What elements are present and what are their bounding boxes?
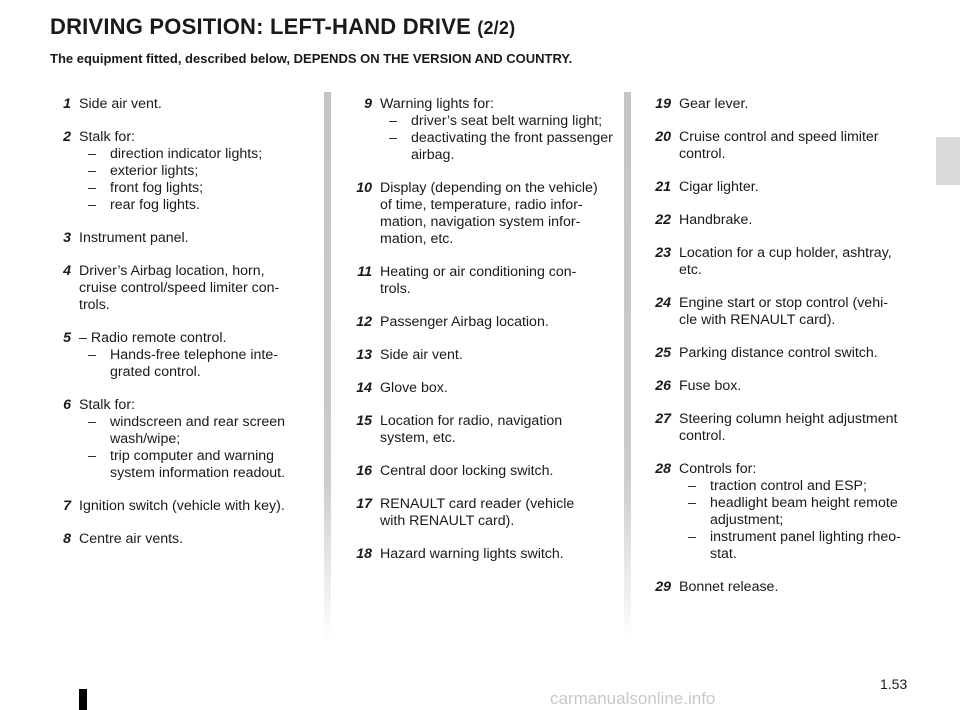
legend-item [351,463,614,480]
legend-item [650,96,913,113]
item-text-line: Centre air vents. [79,531,184,547]
item-number: 7 [63,498,71,514]
sub-item-dash: – [88,448,96,464]
item-text-line: control. [679,146,726,162]
sub-item-text-line: rear fog lights. [110,197,200,213]
sub-item-text-line: traction control and ESP; [710,478,867,494]
legend-item [351,264,614,298]
sub-item [79,448,312,482]
item-text-line: Controls for: [679,461,757,477]
sub-item [79,180,312,197]
item-number: 6 [63,397,71,413]
item-text-line: Instrument panel. [79,230,189,246]
item-text-line: Handbrake. [679,212,753,228]
legend-item [50,531,312,548]
item-text-line: system, etc. [380,430,456,446]
item-text-line: Side air vent. [79,96,162,112]
legend-column-2 [351,96,614,579]
section-tab [936,137,960,185]
sub-item-dash: – [88,414,96,430]
item-text-line: Cigar lighter. [679,179,759,195]
sub-item [79,146,312,163]
sub-item-text-line: system information readout. [110,465,286,481]
legend-item [50,96,312,113]
legend-item [50,263,312,314]
sub-item-text-line: instrument panel lighting rheo- [710,529,901,545]
sub-item [79,347,312,381]
legend-item [650,212,913,229]
legend-item [650,295,913,329]
item-text-line: mation, etc. [380,231,454,247]
legend-item [650,378,913,395]
item-number: 26 [655,378,671,394]
item-text-line: of time, temperature, radio infor- [380,197,583,213]
legend-column-3 [650,96,913,612]
item-number: 22 [655,212,671,228]
legend-item [50,397,312,482]
item-number: 19 [655,96,671,112]
sub-item-dash: – [88,163,96,179]
sub-item [380,113,614,130]
sub-item-dash: – [88,197,96,213]
item-number: 15 [356,413,372,429]
crop-mark [79,689,87,710]
item-text-line: Central door locking switch. [380,463,554,479]
sub-item-text-line: exterior lights; [110,163,199,179]
legend-item [50,498,312,515]
item-text-line: RENAULT card reader (vehicle [380,496,575,512]
sub-item-text-line: Hands-free telephone inte- [110,347,278,363]
sub-item-text-line: windscreen and rear screen [110,414,286,430]
item-number: 16 [356,463,372,479]
column-divider [624,92,631,642]
item-number: 25 [655,345,671,361]
item-number: 3 [63,230,71,246]
sub-item-text-line: deactivating the front passenger [411,130,613,146]
sub-item-dash: – [688,495,696,511]
sub-item-text-line: headlight beam height remote [710,495,898,511]
item-text-line: Parking distance control switch. [679,345,878,361]
legend-item [650,245,913,279]
item-text-line: Side air vent. [380,347,463,363]
sub-item-dash: – [688,478,696,494]
sub-item-text-line: direction indicator lights; [110,146,263,162]
sub-item-dash: – [389,130,397,146]
sub-item [79,163,312,180]
legend-item [650,579,913,596]
item-number: 11 [357,264,372,280]
sub-item-text-line: driver’s seat belt warning light; [411,113,603,129]
item-text-line: Heating or air conditioning con- [380,264,577,280]
sub-item [380,130,614,164]
legend-item [351,380,614,397]
legend-item [351,496,614,530]
item-text-line: Steering column height adjustment [679,411,898,427]
item-number: 2 [63,129,71,145]
item-text-line: etc. [679,262,702,278]
item-text-line: trols. [79,297,110,313]
item-text-line: Cruise control and speed limiter [679,129,879,145]
item-text-line: Driver’s Airbag location, horn, [79,263,265,279]
legend-item [650,411,913,445]
item-number: 9 [364,96,372,112]
watermark: carmanualsonline.info [550,689,716,708]
sub-item-text-line: stat. [710,546,737,562]
item-text-line: Stalk for: [79,129,135,145]
item-number: 20 [655,129,671,145]
item-text-line: with RENAULT card). [380,513,515,529]
item-text-line: Glove box. [380,380,448,396]
item-number: 14 [356,380,372,396]
legend-item [351,347,614,364]
legend-item [351,546,614,563]
column-divider [324,92,331,642]
sub-item-text-line: wash/wipe; [110,431,181,447]
sub-item-text-line: trip computer and warning [110,448,275,464]
sub-item [679,478,913,495]
legend-item [650,345,913,362]
item-text-line: – Radio remote control. [79,330,227,346]
legend-item [650,461,913,563]
item-text-line: Gear lever. [679,96,749,112]
legend-column-1 [50,96,312,564]
legend-item [650,129,913,163]
item-text-line: Passenger Airbag location. [380,314,549,330]
item-number: 4 [63,263,71,279]
sub-item-text-line: adjustment; [710,512,784,528]
sub-item-dash: – [688,529,696,545]
legend-item [351,413,614,447]
item-text-line: Engine start or stop control (vehi- [679,295,888,311]
item-number: 27 [655,411,671,427]
item-text-line: Location for radio, navigation [380,413,563,429]
sub-item [679,529,913,563]
item-text-line: cruise control/speed limiter con- [79,280,280,296]
legend-item [351,314,614,331]
legend-item [50,129,312,214]
legend-item [50,330,312,381]
legend-item [351,180,614,248]
sub-item-text-line: airbag. [411,147,455,163]
item-text-line: Bonnet release. [679,579,779,595]
sub-item-dash: – [389,113,397,129]
item-text-line: Location for a cup holder, ashtray, [679,245,892,261]
page-part-indicator: (2/2) [477,18,516,38]
item-number: 21 [655,179,671,195]
sub-item [79,414,312,448]
legend-item [650,179,913,196]
item-text-line: Hazard warning lights switch. [380,546,564,562]
sub-item-dash: – [88,180,96,196]
sub-item-text-line: grated control. [110,364,201,380]
item-number: 5 [63,330,71,346]
item-text-line: Display (depending on the vehicle) [380,180,598,196]
page-subtitle: The equipment fitted, described below, DEPENDS ON THE VERSION AND COUNTRY. [50,51,573,66]
item-text-line: Ignition switch (vehicle with key). [79,498,285,514]
item-text-line: Warning lights for: [380,96,494,112]
item-number: 29 [655,579,671,595]
legend-item [50,230,312,247]
sub-item [679,495,913,529]
item-text-line: control. [679,428,726,444]
item-number: 23 [655,245,671,261]
page-number: 1.53 [880,676,908,692]
item-number: 8 [63,531,71,547]
item-text-line: Fuse box. [679,378,742,394]
sub-item-dash: – [88,347,96,363]
legend-item [351,96,614,164]
sub-item-dash: – [88,146,96,162]
sub-item [79,197,312,214]
item-text-line: mation, navigation system infor- [380,214,581,230]
item-number: 17 [356,496,372,512]
item-number: 1 [63,96,71,112]
page-title: DRIVING POSITION: LEFT-HAND DRIVE (2/2) [50,14,516,39]
item-text-line: Stalk for: [79,397,135,413]
item-number: 28 [655,461,671,477]
item-number: 12 [356,314,372,330]
item-number: 24 [655,295,671,311]
item-text-line: trols. [380,281,411,297]
item-number: 13 [356,347,372,363]
item-number: 18 [356,546,372,562]
sub-item-text-line: front fog lights; [110,180,204,196]
item-text-line: cle with RENAULT card). [679,312,836,328]
item-number: 10 [356,180,372,196]
